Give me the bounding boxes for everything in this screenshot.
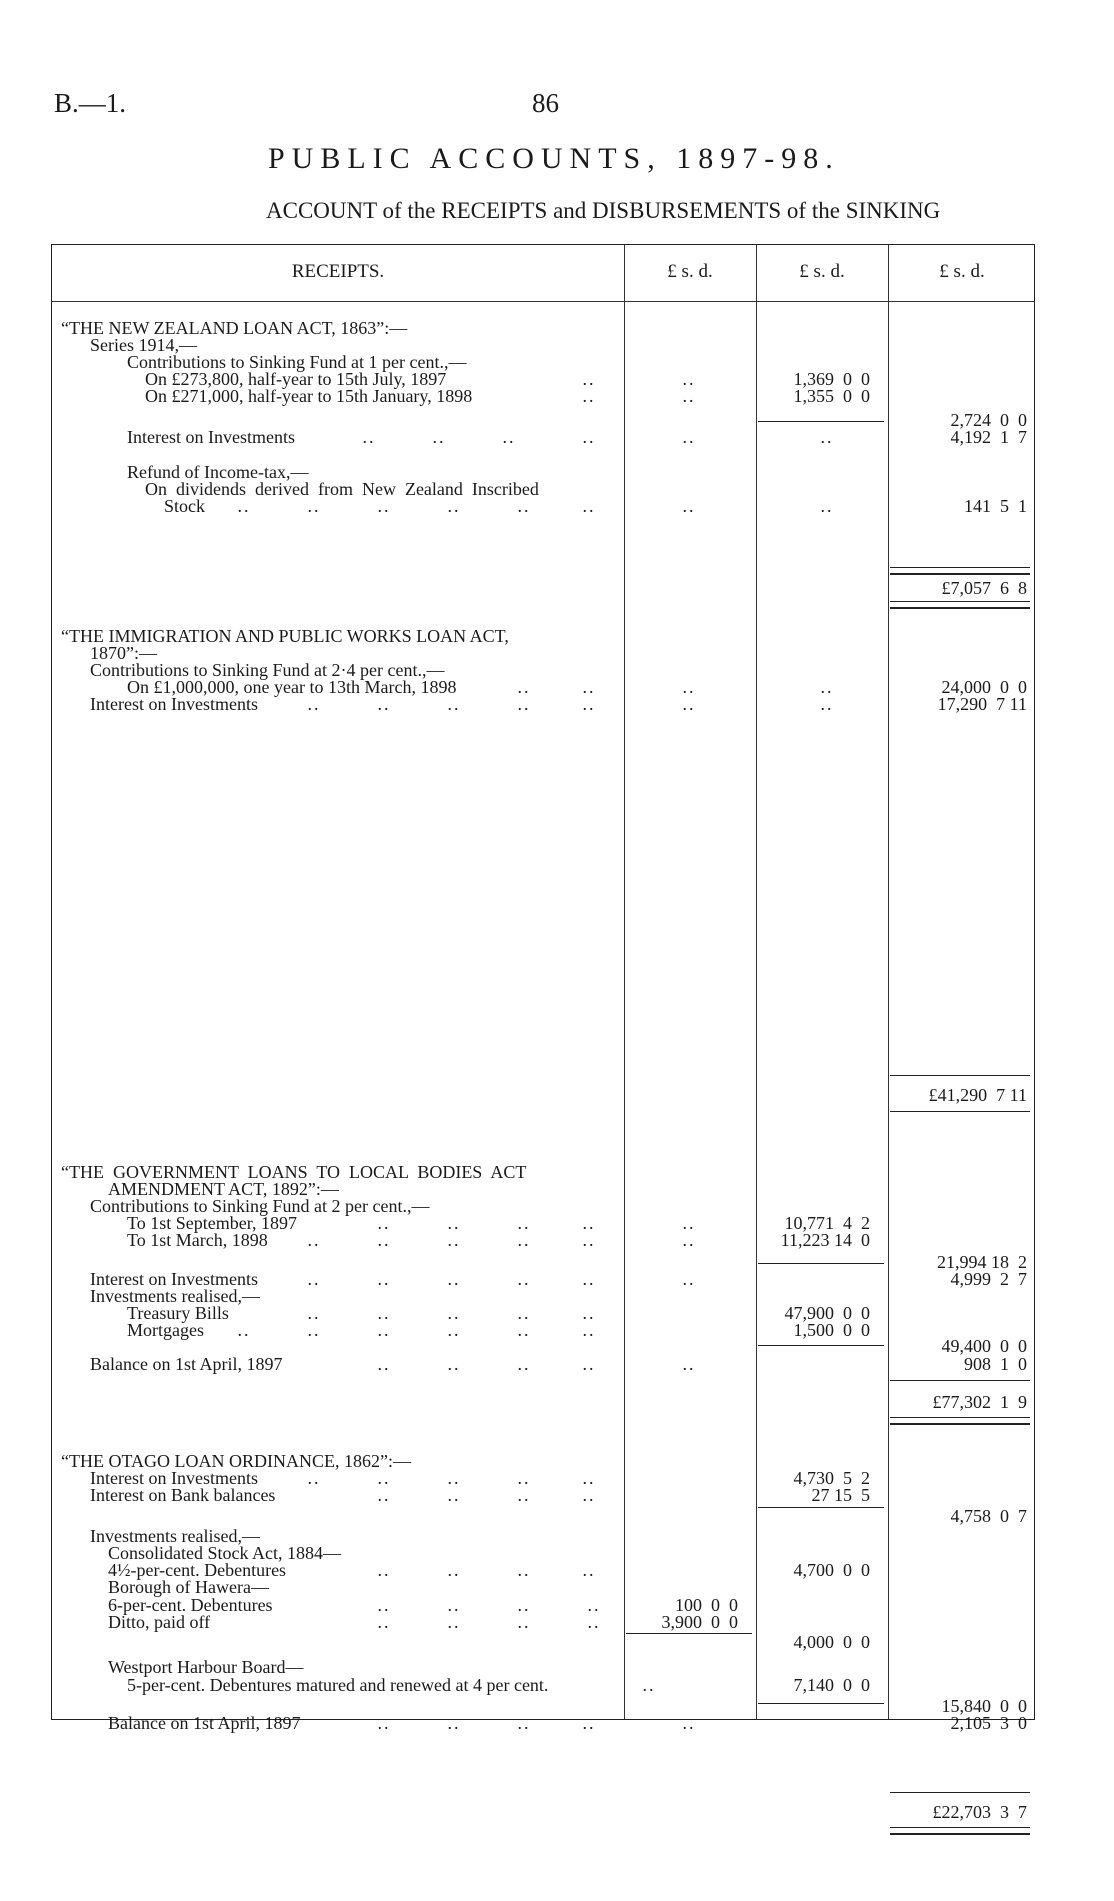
leader-dots: .. bbox=[517, 694, 531, 714]
line-item-amount: 1,500 0 0 bbox=[793, 1320, 870, 1340]
leader-dots: .. bbox=[377, 1485, 391, 1505]
leader-dots: .. bbox=[307, 1468, 321, 1488]
leader-dots: .. bbox=[682, 369, 696, 389]
contributions-label: Contributions to Sinking Fund at 2·4 per cent.,— bbox=[90, 660, 445, 680]
total-rule bbox=[890, 601, 1030, 609]
leader-dots: .. bbox=[447, 1354, 461, 1374]
line-item-label: Ditto, paid off bbox=[108, 1612, 211, 1632]
leader-dots: .. bbox=[820, 694, 834, 714]
section-heading: “THE OTAGO LOAN ORDINANCE, 1862”:— bbox=[61, 1451, 412, 1471]
leader-dots: .. bbox=[307, 1320, 321, 1340]
line-item-label: Investments realised,— bbox=[90, 1286, 260, 1306]
leader-dots: .. bbox=[582, 1320, 596, 1340]
leader-dots: .. bbox=[587, 1595, 601, 1615]
series-label: Series 1914,— bbox=[90, 335, 197, 355]
line-item-amount: 4,192 1 7 bbox=[950, 427, 1027, 447]
leader-dots: .. bbox=[517, 677, 531, 697]
line-item-amount: 4,700 0 0 bbox=[793, 1560, 870, 1580]
subtotal-amount: 2,724 0 0 bbox=[950, 410, 1027, 430]
leader-dots: .. bbox=[820, 677, 834, 697]
line-item-label: Interest on Bank balances bbox=[90, 1485, 276, 1505]
line-item-label: To 1st September, 1897 bbox=[127, 1213, 297, 1233]
line-item-amount: 3,900 0 0 bbox=[661, 1612, 738, 1632]
leader-dots: .. bbox=[377, 1595, 391, 1615]
leader-dots: .. bbox=[682, 1354, 696, 1374]
contributions-label: Contributions to Sinking Fund at 1 per cent.,— bbox=[127, 352, 467, 372]
total-rule bbox=[890, 1111, 1030, 1112]
leader-dots: .. bbox=[517, 1303, 531, 1323]
leader-dots: .. bbox=[447, 1612, 461, 1632]
line-item-amount: 17,290 7 11 bbox=[937, 694, 1027, 714]
page-title: PUBLIC ACCOUNTS, 1897-98. bbox=[268, 142, 840, 175]
leader-dots: .. bbox=[582, 677, 596, 697]
leader-dots: .. bbox=[582, 1468, 596, 1488]
amount-column-header: £ s. d. bbox=[799, 261, 845, 282]
leader-dots: .. bbox=[642, 1675, 656, 1695]
leader-dots: .. bbox=[517, 1560, 531, 1580]
subtotal-amount: 4,000 0 0 bbox=[793, 1632, 870, 1652]
line-item-amount: 4,730 5 2 bbox=[793, 1468, 870, 1488]
document-reference: B.—1. bbox=[54, 88, 127, 118]
line-item-label: Treasury Bills bbox=[127, 1303, 229, 1323]
leader-dots: .. bbox=[682, 386, 696, 406]
leader-dots: .. bbox=[517, 1595, 531, 1615]
refund-description: Stock bbox=[164, 496, 206, 516]
refund-label: Refund of Income-tax,— bbox=[127, 462, 309, 482]
leader-dots: .. bbox=[237, 1320, 251, 1340]
page-number: 86 bbox=[532, 88, 559, 118]
line-item-amount: 908 1 0 bbox=[964, 1354, 1027, 1374]
header-rule bbox=[52, 301, 1034, 302]
line-item-label: On £1,000,000, one year to 13th March, 1898 bbox=[127, 677, 457, 697]
leader-dots: .. bbox=[682, 677, 696, 697]
line-item-label: Interest on Investments bbox=[127, 427, 295, 447]
leader-dots: .. bbox=[447, 496, 461, 516]
leader-dots: .. bbox=[582, 694, 596, 714]
subtotal-amount: 49,400 0 0 bbox=[941, 1336, 1027, 1356]
leader-dots: .. bbox=[377, 496, 391, 516]
subtotal-amount: 21,994 18 2 bbox=[937, 1252, 1027, 1272]
total-rule bbox=[890, 1417, 1030, 1425]
leader-dots: .. bbox=[377, 1354, 391, 1374]
leader-dots: .. bbox=[307, 1303, 321, 1323]
line-item-amount: 11,223 14 0 bbox=[780, 1230, 870, 1250]
line-item-amount: 100 0 0 bbox=[675, 1595, 738, 1615]
leader-dots: .. bbox=[377, 1269, 391, 1289]
total-rule bbox=[890, 1380, 1030, 1381]
leader-dots: .. bbox=[682, 1713, 696, 1733]
leader-dots: .. bbox=[582, 1303, 596, 1323]
line-item-label: Balance on 1st April, 1897 bbox=[90, 1354, 283, 1374]
leader-dots: .. bbox=[682, 427, 696, 447]
subtotal-rule bbox=[758, 1263, 884, 1264]
receipts-table bbox=[51, 244, 1035, 1822]
line-item-label: Westport Harbour Board— bbox=[108, 1657, 304, 1677]
leader-dots: .. bbox=[432, 427, 446, 447]
column-divider bbox=[624, 245, 625, 1719]
leader-dots: .. bbox=[307, 1269, 321, 1289]
section-total: £22,703 3 7 bbox=[932, 1802, 1027, 1822]
leader-dots: .. bbox=[517, 1213, 531, 1233]
line-item-label: Balance on 1st April, 1897 bbox=[108, 1713, 301, 1733]
line-item-amount: 4,999 2 7 bbox=[950, 1269, 1027, 1289]
column-divider bbox=[888, 245, 889, 1719]
leader-dots: .. bbox=[377, 1320, 391, 1340]
leader-dots: .. bbox=[447, 1713, 461, 1733]
leader-dots: .. bbox=[447, 1595, 461, 1615]
leader-dots: .. bbox=[682, 694, 696, 714]
line-item-amount: 1,355 0 0 bbox=[793, 386, 870, 406]
leader-dots: .. bbox=[377, 1713, 391, 1733]
subtotal-rule bbox=[758, 421, 884, 422]
line-item-amount: 141 5 1 bbox=[964, 496, 1027, 516]
section-heading: 1870”:— bbox=[90, 643, 157, 663]
section-heading: “THE IMMIGRATION AND PUBLIC WORKS LOAN ACT, bbox=[61, 626, 509, 646]
leader-dots: .. bbox=[377, 694, 391, 714]
leader-dots: .. bbox=[307, 496, 321, 516]
leader-dots: .. bbox=[377, 1230, 391, 1250]
line-item-label: Consolidated Stock Act, 1884— bbox=[108, 1543, 341, 1563]
line-item-amount: 47,900 0 0 bbox=[784, 1303, 870, 1323]
subtotal-rule bbox=[626, 1633, 752, 1634]
leader-dots: .. bbox=[517, 1269, 531, 1289]
leader-dots: .. bbox=[582, 386, 596, 406]
leader-dots: .. bbox=[820, 496, 834, 516]
line-item-label: 6-per-cent. Debentures bbox=[108, 1595, 273, 1615]
leader-dots: .. bbox=[582, 369, 596, 389]
leader-dots: .. bbox=[582, 1230, 596, 1250]
line-item-label: Interest on Investments bbox=[90, 1269, 258, 1289]
leader-dots: .. bbox=[582, 1269, 596, 1289]
leader-dots: .. bbox=[377, 1468, 391, 1488]
section-total: £41,290 7 11 bbox=[928, 1085, 1027, 1105]
leader-dots: .. bbox=[447, 1560, 461, 1580]
section-total: £7,057 6 8 bbox=[941, 578, 1027, 598]
leader-dots: .. bbox=[377, 1612, 391, 1632]
leader-dots: .. bbox=[377, 1560, 391, 1580]
leader-dots: .. bbox=[517, 1230, 531, 1250]
subtotal-rule bbox=[758, 1507, 884, 1508]
leader-dots: .. bbox=[447, 694, 461, 714]
leader-dots: .. bbox=[447, 1468, 461, 1488]
line-item-label: On £271,000, half-year to 15th January, 1898 bbox=[145, 386, 473, 406]
subtotal-rule bbox=[758, 1703, 884, 1704]
leader-dots: .. bbox=[682, 496, 696, 516]
line-item-label: 5-per-cent. Debentures matured and renewed at 4 per cent. bbox=[127, 1675, 549, 1695]
leader-dots: .. bbox=[587, 1612, 601, 1632]
leader-dots: .. bbox=[447, 1303, 461, 1323]
leader-dots: .. bbox=[582, 427, 596, 447]
total-rule bbox=[890, 1827, 1030, 1835]
leader-dots: .. bbox=[582, 496, 596, 516]
leader-dots: .. bbox=[820, 427, 834, 447]
line-item-label: Interest on Investments bbox=[90, 694, 258, 714]
section-heading: “THE NEW ZEALAND LOAN ACT, 1863”:— bbox=[61, 318, 408, 338]
contributions-label: Contributions to Sinking Fund at 2 per cent.,— bbox=[90, 1196, 430, 1216]
column-divider bbox=[756, 245, 757, 1719]
leader-dots: .. bbox=[682, 1269, 696, 1289]
line-item-amount: 10,771 4 2 bbox=[784, 1213, 870, 1233]
leader-dots: .. bbox=[307, 1230, 321, 1250]
leader-dots: .. bbox=[582, 1213, 596, 1233]
line-item-amount: 27 15 5 bbox=[811, 1485, 870, 1505]
leader-dots: .. bbox=[447, 1320, 461, 1340]
section-heading: “THE GOVERNMENT LOANS TO LOCAL BODIES ACT bbox=[61, 1162, 527, 1182]
line-item-label: Mortgages bbox=[127, 1320, 204, 1340]
line-item-label: To 1st March, 1898 bbox=[127, 1230, 268, 1250]
leader-dots: .. bbox=[517, 1713, 531, 1733]
section-heading: AMENDMENT ACT, 1892”:— bbox=[108, 1179, 339, 1199]
line-item-amount: 2,105 3 0 bbox=[950, 1713, 1027, 1733]
leader-dots: .. bbox=[582, 1560, 596, 1580]
line-item-amount: 7,140 0 0 bbox=[793, 1675, 870, 1695]
subtotal-rule bbox=[758, 1345, 884, 1346]
leader-dots: .. bbox=[682, 1213, 696, 1233]
leader-dots: .. bbox=[377, 1213, 391, 1233]
line-item-label: Interest on Investments bbox=[90, 1468, 258, 1488]
leader-dots: .. bbox=[362, 427, 376, 447]
leader-dots: .. bbox=[517, 1468, 531, 1488]
amount-column-header: £ s. d. bbox=[667, 261, 713, 282]
subtotal-amount: 4,758 0 7 bbox=[950, 1506, 1027, 1526]
refund-description: On dividends derived from New Zealand Inscribed bbox=[145, 479, 539, 499]
line-item-amount: 24,000 0 0 bbox=[941, 677, 1027, 697]
leader-dots: .. bbox=[447, 1269, 461, 1289]
total-rule bbox=[890, 1075, 1030, 1076]
total-rule bbox=[890, 567, 1030, 575]
line-item-label: 4½-per-cent. Debentures bbox=[108, 1560, 287, 1580]
line-item-label: Borough of Hawera— bbox=[108, 1577, 269, 1597]
leader-dots: .. bbox=[517, 1354, 531, 1374]
leader-dots: .. bbox=[682, 1230, 696, 1250]
leader-dots: .. bbox=[517, 1485, 531, 1505]
leader-dots: .. bbox=[582, 1713, 596, 1733]
leader-dots: .. bbox=[582, 1485, 596, 1505]
account-subtitle: ACCOUNT of the RECEIPTS and DISBURSEMENTS of the SINKING bbox=[266, 198, 941, 223]
receipts-column-header: RECEIPTS. bbox=[291, 261, 385, 282]
leader-dots: .. bbox=[582, 1354, 596, 1374]
leader-dots: .. bbox=[447, 1230, 461, 1250]
leader-dots: .. bbox=[447, 1485, 461, 1505]
leader-dots: .. bbox=[307, 694, 321, 714]
amount-column-header: £ s. d. bbox=[939, 261, 985, 282]
line-item-label: Investments realised,— bbox=[90, 1526, 260, 1546]
leader-dots: .. bbox=[377, 1303, 391, 1323]
leader-dots: .. bbox=[447, 1213, 461, 1233]
total-rule bbox=[890, 1792, 1030, 1793]
subtotal-amount: 15,840 0 0 bbox=[941, 1696, 1027, 1716]
leader-dots: .. bbox=[237, 496, 251, 516]
line-item-amount: 1,369 0 0 bbox=[793, 369, 870, 389]
leader-dots: .. bbox=[502, 427, 516, 447]
leader-dots: .. bbox=[517, 1320, 531, 1340]
leader-dots: .. bbox=[517, 496, 531, 516]
line-item-label: On £273,800, half-year to 15th July, 1897 bbox=[145, 369, 447, 389]
section-total: £77,302 1 9 bbox=[932, 1392, 1027, 1412]
leader-dots: .. bbox=[517, 1612, 531, 1632]
